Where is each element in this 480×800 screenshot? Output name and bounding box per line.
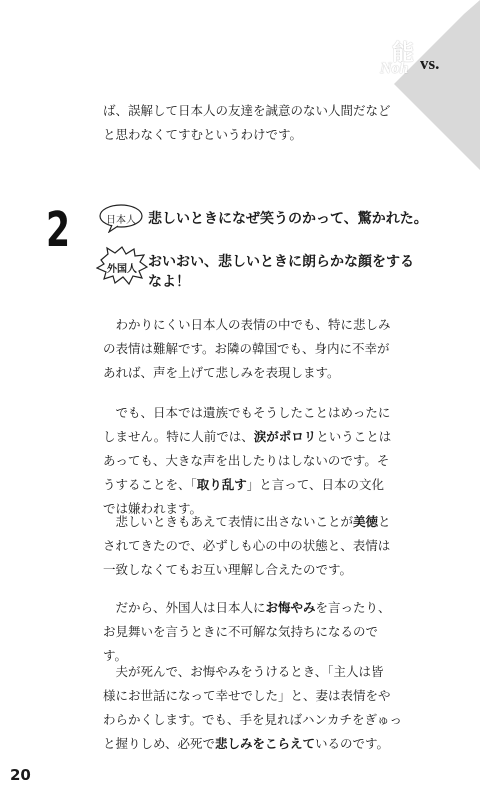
paragraph-5-text-c: いるのです。 [315, 736, 390, 751]
emphasis-torimidasu: 取り乱す [196, 477, 247, 492]
japanese-quote: 悲しいときになぜ笑うのかって、驚かれた。 [148, 211, 428, 227]
paragraph-5-text-a: 夫が死んで、お悔やみをうけるとき、「主人は皆 様にお世話になって幸せでした」と、妻は表情をや わらかくします。でも、手を見ればハンカチをぎゅっ と握りしめ、必死で [103, 664, 403, 751]
emphasis-virtue: 美徳 [353, 514, 379, 529]
foreigner-label: 外国人 [107, 264, 137, 275]
paragraph-4 [103, 596, 421, 668]
foreigner-quote: おいおい、悲しいときに朗らかな顔をするなよ！ [148, 254, 414, 290]
paragraph-2-text-c: ということは あっても、大きな声を出したりはしないのです。そ うすることを、「 [103, 429, 392, 492]
section-number: 2 [46, 202, 71, 258]
emphasis-condolence: お悔やみ [265, 600, 316, 615]
paragraph-1: わかりにくい日本人の表情の中でも、特に悲しみ の表情は難解です。お隣の韓国でも、身内に不幸が あれば、声を上げて悲しみを表現します。 [103, 317, 391, 380]
paragraph-2-text-d: 」と言って、日本の文化 では嫌われます。 [103, 477, 385, 516]
paragraph-3-text-a: 悲しいときもあえて表情に出さないことが [103, 514, 354, 529]
header-noh-kanji: 能 [392, 41, 415, 66]
paragraph-2-text-a: でも、日本では遺族でもそうしたことはめったに しません。特に人前では、 [103, 405, 391, 444]
paragraph-4-text-c: を言ったり、 お見舞いを言うときに不可解な気持ちになるので す。 [103, 600, 391, 663]
emphasis-holding-back-sadness: 悲しみをこらえて [215, 736, 316, 751]
paragraph-2 [103, 401, 421, 521]
paragraph-3 [103, 510, 421, 582]
header-vs: vs. [420, 54, 440, 73]
top-paragraph: ば、誤解して日本人の友達を誠意のない人間だなど と思わなくてすむというわけです。 [103, 103, 391, 142]
paragraph-5 [103, 660, 421, 756]
emphasis-tears: 涙がポロリ [253, 429, 317, 444]
header-noh-romaji: Noh [380, 60, 409, 77]
paragraph-4-text-a: だから、外国人は日本人に [103, 600, 266, 615]
paragraph-3-text-c: と されてきたので、必ずしも心の中の状態と、表情は 一致しなくてもお互い理解し合えたのです。 [103, 514, 391, 577]
page-number: 20 [10, 766, 31, 784]
japanese-label: 日本人 [106, 215, 136, 226]
